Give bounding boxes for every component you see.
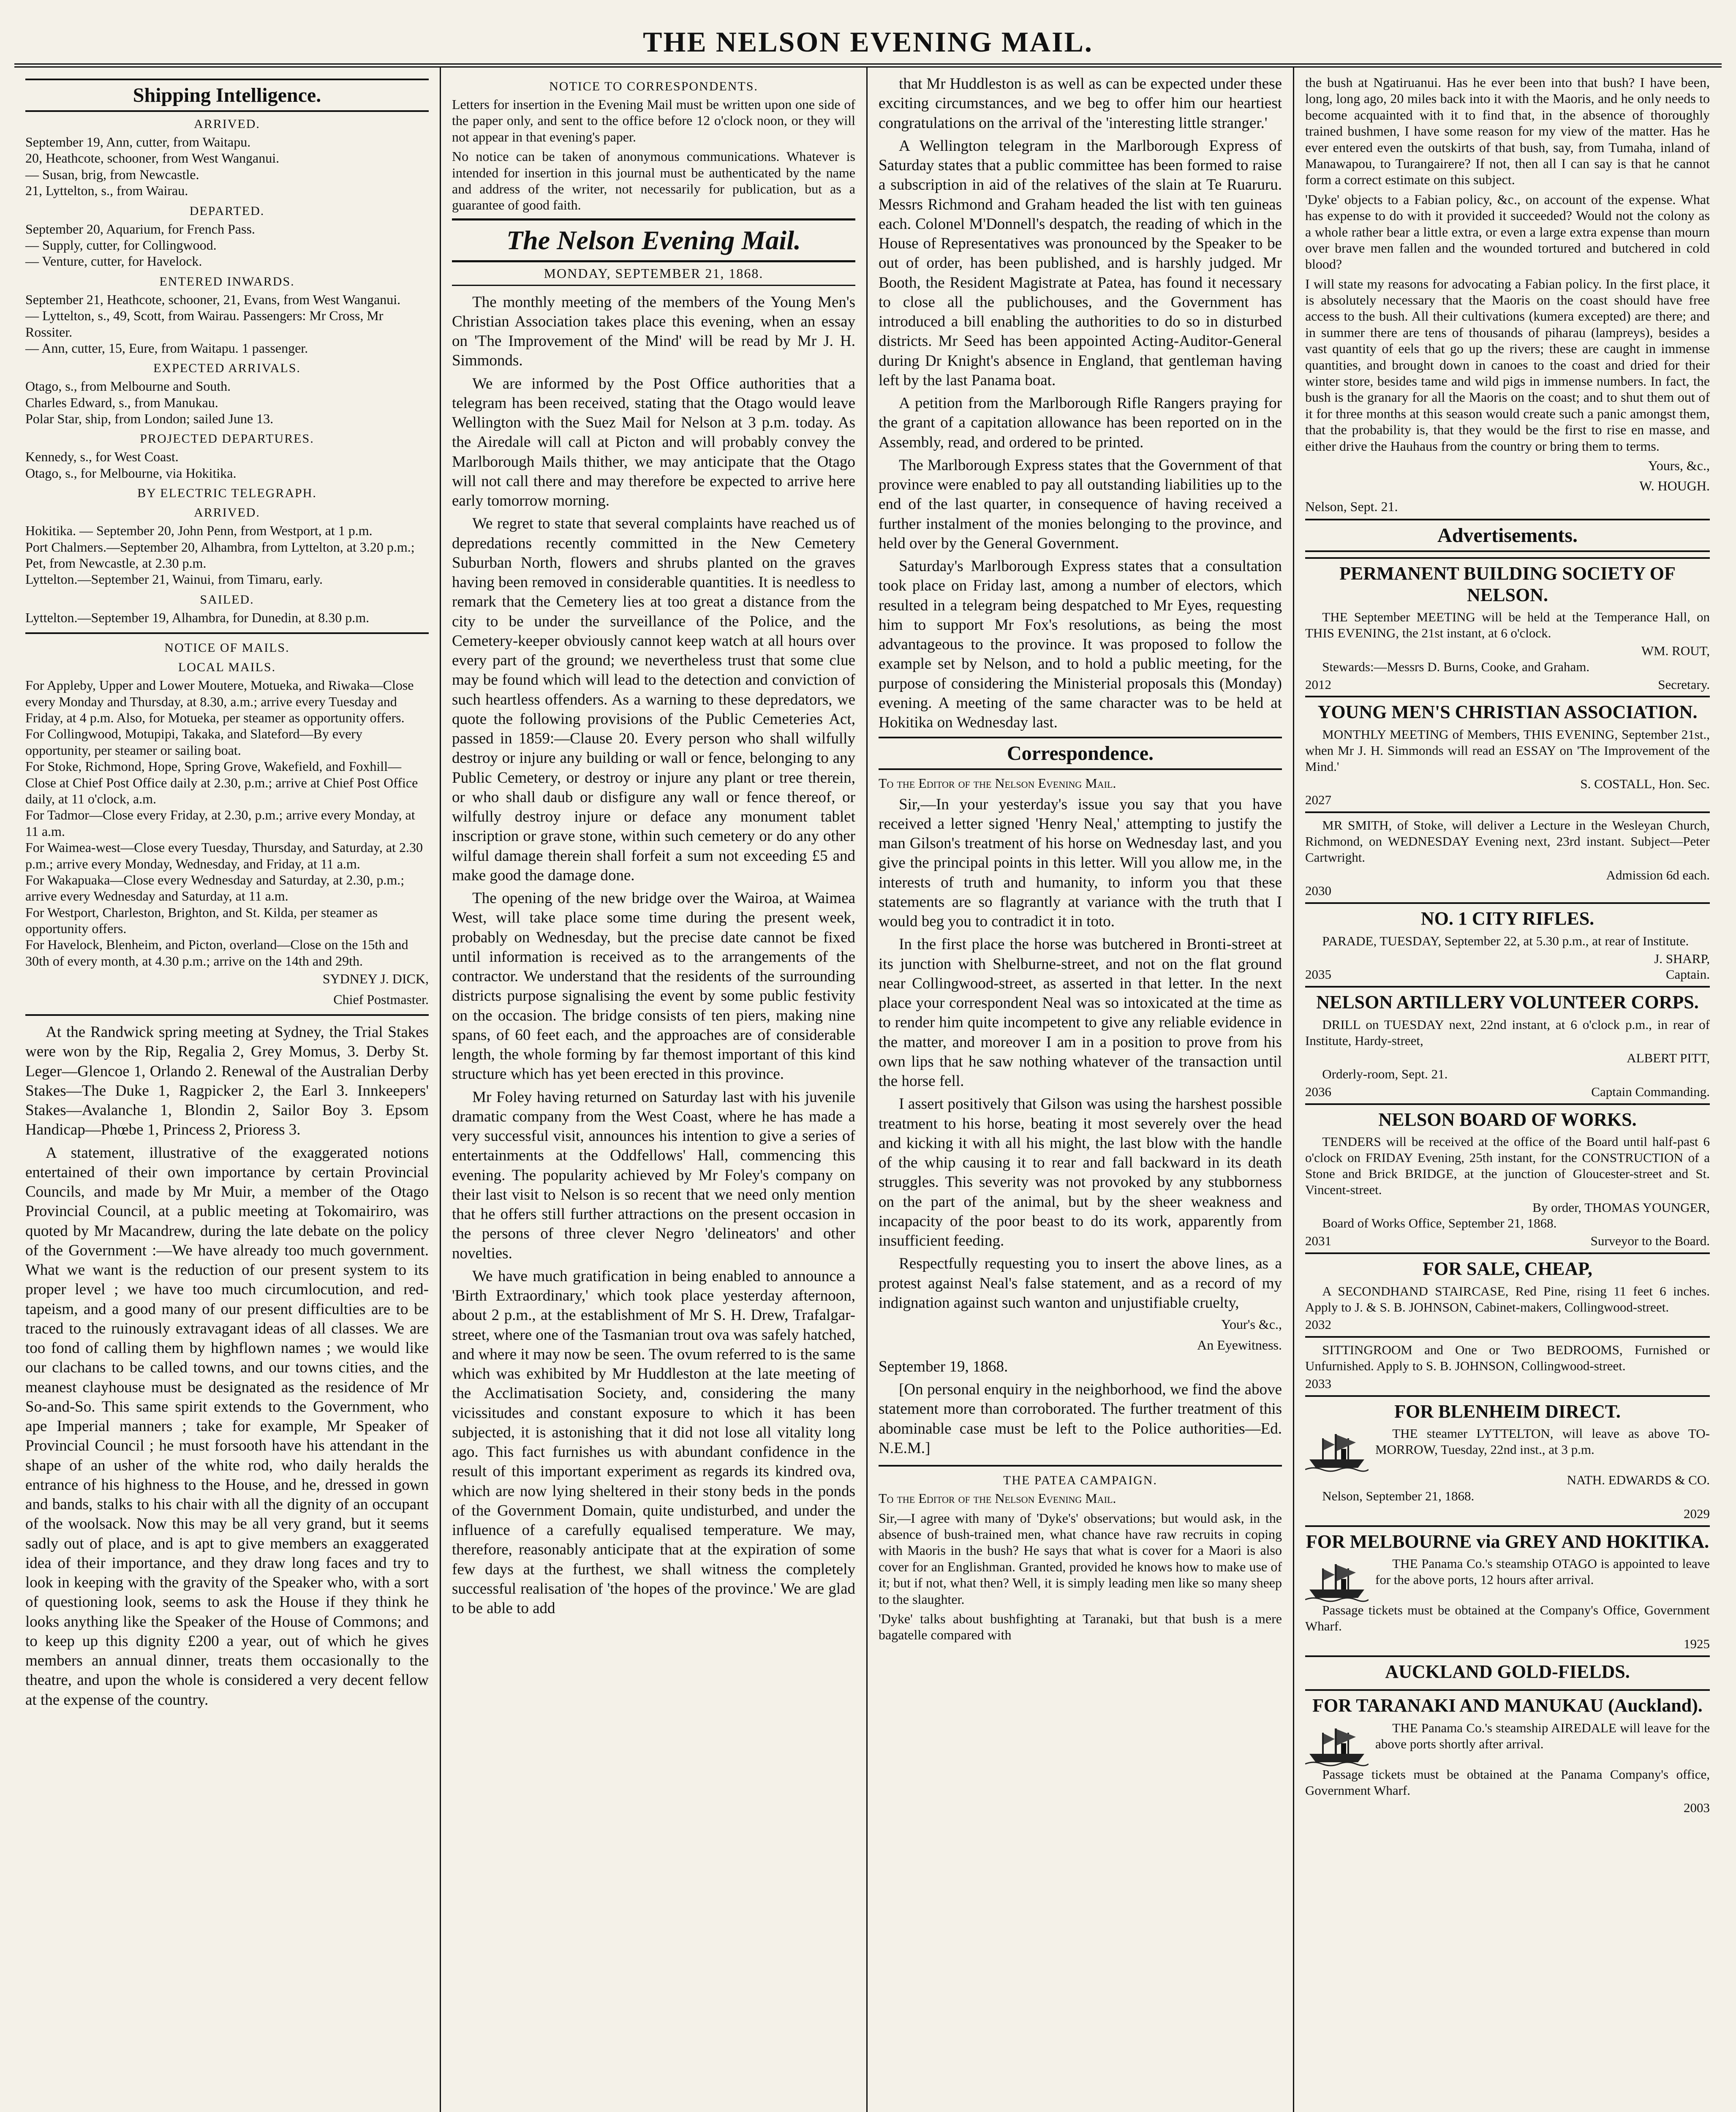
shipping-line: — Ann, cutter, 15, Eure, from Waitapu. 1 passenger. bbox=[25, 340, 308, 356]
arrived-heading: ARRIVED. bbox=[194, 117, 260, 131]
ad-footer bbox=[1305, 1506, 1710, 1522]
article-paragraph: The monthly meeting of the members of the Young Men's Christian Association takes place this evening, when an essay on 'The Improvement of the Mind' will be read by Mr J. H. Simmonds. bbox=[452, 293, 855, 370]
mails-list bbox=[25, 677, 429, 969]
ad-footer bbox=[1305, 1317, 1710, 1333]
ad-number: 2031 bbox=[1305, 1233, 1331, 1249]
shipping-line: September 19, Ann, cutter, from Waitapu. bbox=[25, 134, 251, 150]
advertisement bbox=[1305, 696, 1710, 811]
mails-signature bbox=[25, 971, 429, 1007]
signature-line: Chief Postmaster. bbox=[333, 991, 429, 1007]
ad-footer bbox=[1305, 792, 1710, 808]
ad-title: AUCKLAND GOLD-FIELDS. bbox=[1385, 1661, 1630, 1682]
patea-heading: THE PATEA CAMPAIGN. bbox=[1003, 1473, 1157, 1488]
ad-footer bbox=[1305, 677, 1710, 693]
letter-paragraph: the bush at Ngatiruanui. Has he ever been into that bush? I have been, long, long ago, 20 miles back into it with the Maoris, and he only needs to become acquainted with it to find that, in the absence of thoroughly trained bushmen, I have some reason for my view of the matter. Has he ever entered even the outskirts of that bush, say, from Tumaha, inland of Manawapou, to Turangairere? If not, then all I can say is that he cannot form a correct estimate on this subject. bbox=[1305, 75, 1710, 188]
divider bbox=[25, 1014, 429, 1016]
steamship-icon bbox=[1305, 1426, 1369, 1472]
ad-title: FOR MELBOURNE via GREY AND HOKITIKA. bbox=[1306, 1531, 1709, 1552]
letter-signature bbox=[879, 1316, 1282, 1353]
departed-list bbox=[25, 221, 429, 269]
article-paragraph: The opening of the new bridge over the Wairoa, at Waimea West, will take place some time during the present week, probably on Wednesday, but the precise date cannot be fixed until information is received as to the arrangements of the contractor. We understand that the residents of the surrounding districts purpose signalising the event by some public festivity on the occasion. The bridge consists of ten piers, making nine spans, of 60 feet each, and the approaches are of considerable length, the whole forming by far themost important of this kind structure which has yet been erected in this province. bbox=[452, 890, 855, 1083]
projected-heading: PROJECTED DEPARTURES. bbox=[140, 432, 314, 446]
divider bbox=[25, 632, 429, 634]
article-paragraph: that Mr Huddleston is as well as can be expected under these exciting circumstances, and we beg to offer him our heartiest congratulations on the arrival of the 'interesting little stranger.' bbox=[879, 75, 1282, 132]
ad-body: PARADE, TUESDAY, September 22, at 5.30 p.m., at rear of Institute. bbox=[1322, 933, 1689, 948]
article-paragraph: A statement, illustrative of the exaggerated notions entertained of their own importance by certain Provincial Councils, and made by Mr Muir, a member of the Otago Provincial Council, at a public meeting at Tokomairiro, was quoted by Mr Macandrew, during the late debate on the policy of the Government :—We have already too much government. What we want is the reduction of our present system to its proper level ; we have too much circumlocution, and red-tapeism, and a good many of our present difficulties are to be traced to the ruinously extravagant ideas of all classes. We are too fond of calling them by highflown names ; we would like our clachans to be called towns, and our towns cities, and the meanest clayhouse must be designated as the residence of Mr So-and-So. This same spirit extends to the Government, who ape Imperial manners ; take for example, Mr Speaker of Provincial Council ; he must forsooth have his attendant in the shape of an usher of the white rod, who daily heralds the entrance of his highness to the House, and he, dressed in gown and bands, stalks to his chair with all the dignity of an occupant of the woolsack. Now this may be all very grand, but it seems sadly out of place, and is apt to give members an exaggerated idea of their importance, and they draw long faces and try to look in keeping with the gravity of the Speaker who, with a sort of questioning look, seems to ask the House if they think he looks anything like the Speaker of the House of Commons; and to keep up this dignity £200 a year, out of which he gives members an annual dinner, treats them occasionally to the theatre, and upon the whole is considered a very decent fellow at the expense of the country. bbox=[25, 1144, 429, 1709]
patea-place: Nelson, Sept. 21. bbox=[1305, 498, 1398, 514]
article-paragraph: The Marlborough Express states that the Government of that province were enabled to pay all outstanding liabilities up to the end of the last quarter, in consequence of having received a further instalment of the monies belonging to the province, and held over by the General Government. bbox=[879, 456, 1282, 552]
advertisement bbox=[1305, 1252, 1710, 1336]
shipping-heading: Shipping Intelligence. bbox=[25, 79, 429, 112]
telegraph-arrived-heading: ARRIVED. bbox=[194, 506, 260, 520]
arrived-list bbox=[25, 134, 429, 199]
patea-body bbox=[879, 1510, 1282, 1643]
col3-articles bbox=[879, 74, 1282, 732]
ad-footer bbox=[1305, 1800, 1710, 1816]
ad-number: 2033 bbox=[1305, 1376, 1331, 1391]
notice-list bbox=[452, 96, 855, 213]
notice-heading: NOTICE TO CORRESPONDENTS. bbox=[549, 79, 758, 93]
column-1 bbox=[14, 68, 441, 2112]
to-editor-line: To the Editor of the Nelson Evening Mail. bbox=[879, 776, 1116, 791]
ad-title: YOUNG MEN'S CHRISTIAN ASSOCIATION. bbox=[1317, 702, 1698, 723]
shipping-line: Otago, s., for Melbourne, via Hokitika. bbox=[25, 465, 237, 481]
ad-body: MR SMITH, of Stoke, will deliver a Lecture in the Wesleyan Church, Richmond, on WEDNESDAY Evening next, 23rd instant. Subject—Peter Cartwright. bbox=[1305, 818, 1710, 865]
ad-body: SITTINGROOM and One or Two BEDROOMS, Furnished or Unfurnished. Apply to S. B. JOHNSON, Collingwood-street. bbox=[1305, 1342, 1710, 1373]
ad-signature: NATH. EDWARDS & CO. bbox=[1567, 1472, 1710, 1488]
shipping-line: Lyttelton.—September 21, Wainui, from Timaru, early. bbox=[25, 572, 323, 587]
ad-body: THE Panama Co.'s steamship OTAGO is appointed to leave for the above ports, 12 hours after arrival. bbox=[1375, 1556, 1710, 1587]
shipping-line: September 20, Aquarium, for French Pass. bbox=[25, 221, 255, 237]
ad-number: 2029 bbox=[1684, 1506, 1710, 1521]
ad-extra: Stewards:—Messrs D. Burns, Cooke, and Graham. bbox=[1322, 659, 1590, 674]
ad-title: NO. 1 CITY RIFLES. bbox=[1420, 908, 1595, 929]
patea-signature bbox=[1305, 457, 1710, 494]
sailed-heading: SAILED. bbox=[200, 592, 254, 607]
steamship-icon bbox=[1305, 1720, 1369, 1766]
shipping-line: Otago, s., from Melbourne and South. bbox=[25, 378, 231, 394]
letter-paragraph: I assert positively that Gilson was using the harshest possible treatment to his horse, beating it most severely over the head and kicking it with all his might, the last blow with the handle of the whip causing it to rear and fall backward in its death struggles. This severity was not provoked by any stubborness on the part of the animal, but by the sheer weakness and incapacity of the poor beast to do its work, apparently from insufficient feeding. bbox=[879, 1095, 1282, 1250]
letter-paragraph: 'Dyke' objects to a Fabian policy, &c., on account of the expense. What has expense to do with it provided it succeeded? Would not the colony as a whole rather bear a little extra, or even a large extra expense than mourn over brave men fallen and the wounded tortured and butchered in cold blood? bbox=[1305, 191, 1710, 272]
inwards-list bbox=[25, 291, 429, 357]
ad-signature: S. COSTALL, Hon. Sec. bbox=[1580, 776, 1710, 792]
mail-line: For Wakapuaka—Close every Wednesday and Saturday, at 2.30, p.m.; arrive every Wednesday and Saturday, at 11 a.m. bbox=[25, 872, 405, 904]
letter-paragraph: Sir,—I agree with many of 'Dyke's' observations; but would ask, in the absence of bush-trained men, what chance have raw recruits in coping with Maoris in the bush? He says that what is cover for a Maori is also cover for an Englishman. Granted, provided he knows how to make use of it; but if not, what then? Well, it is simply leading men like so many sheep to the slaughter. bbox=[879, 1510, 1282, 1607]
col2-articles bbox=[452, 293, 855, 1619]
columns bbox=[14, 68, 1722, 2112]
ad-number: 2027 bbox=[1305, 792, 1331, 808]
signature-line: W. HOUGH. bbox=[1639, 478, 1710, 494]
ad-signature: ALBERT PITT, bbox=[1627, 1051, 1710, 1066]
advertisement bbox=[1305, 1103, 1710, 1252]
article-paragraph: We regret to state that several complaints have reached us of depredations recently committed in the New Cemetery Suburban North, flowers and shrubs planted on the graves having been removed in considerable quantities. It is needless to remark that the Cemetery lies at too great a distance from the city to be under the surveillance of the Police, and the Cemetery-keeper obviously cannot keep watch at all hours over every part of the ground; we nevertheless trust that some clue may be found which will lead to the detection and conviction of such heartless offenders. As a warning to these depredators, we quote the following provisions of the Public Cemeteries Act, passed in 1859:—Clause 20. Every person who shall wilfully destroy or injure any building or wall or fence, belonging to any Public Cemetery, or destroy or injure any plant or tree therein, or who shall daub or disfigure any wall or fence thereof, or wilfully destroy injure or deface any monument tablet inscription or grave stone, within such cemetery or do any other wilful damage therein shall forfeit a sum not exceeding £5 and make good the damage done. bbox=[452, 515, 855, 884]
steamship-icon bbox=[1305, 1556, 1369, 1602]
ad-body: MONTHLY MEETING of Members, THIS EVENING, September 21st., when Mr J. H. Simmonds will read an ESSAY on 'The Improvement of the Mind.' bbox=[1305, 727, 1710, 774]
inwards-heading: ENTERED INWARDS. bbox=[159, 274, 295, 288]
column-3 bbox=[868, 68, 1294, 2112]
shipping-advertisement bbox=[1305, 1689, 1710, 1819]
advertisements-heading: Advertisements. bbox=[1305, 519, 1710, 552]
shipping-line: — Venture, cutter, for Havelock. bbox=[25, 253, 202, 269]
letter-body bbox=[879, 795, 1282, 1313]
ad-signature: Admission 6d each. bbox=[1606, 867, 1710, 882]
signature-line: Your's &c., bbox=[1221, 1317, 1282, 1332]
mail-line: For Appleby, Upper and Lower Moutere, Motueka, and Riwaka—Close every Monday and Thursday, at 8.30, a.m.; arrive every Tuesday and Friday, at 4 p.m. Also, for Motueka, per steamer as opportunity offers. bbox=[25, 678, 414, 725]
letter-paragraph: 'Dyke' talks about bushfighting at Taranaki, but that bush is a mere bagatelle compared with bbox=[879, 1611, 1282, 1643]
ad-extra: Nelson, September 21, 1868. bbox=[1322, 1488, 1475, 1503]
shipping-line: Charles Edward, s., from Manukau. bbox=[25, 395, 218, 410]
masthead bbox=[14, 8, 1722, 68]
ad-title: FOR SALE, CHEAP, bbox=[1423, 1258, 1592, 1279]
expected-list bbox=[25, 378, 429, 427]
ad-footer bbox=[1305, 1376, 1710, 1392]
ad-footer bbox=[1305, 966, 1710, 983]
patea-continued bbox=[1305, 74, 1710, 454]
notice-paragraph: No notice can be taken of anonymous communications. Whatever is intended for insertion in this journal must be authenticated by the name and address of the writer, not necessarily for publication, but as a guarantee of good faith. bbox=[452, 149, 855, 213]
patea-to-editor: To the Editor of the Nelson Evening Mail. bbox=[879, 1491, 1116, 1506]
local-mails-heading: LOCAL MAILS. bbox=[178, 660, 276, 675]
ad-number: 2036 bbox=[1305, 1084, 1331, 1099]
column-2 bbox=[441, 68, 868, 2112]
masthead-title: THE NELSON EVENING MAIL. bbox=[643, 26, 1093, 58]
ad-body: THE Panama Co.'s steamship AIREDALE will leave for the above ports shortly after arrival. bbox=[1375, 1720, 1710, 1751]
column-4 bbox=[1294, 68, 1721, 2112]
article-paragraph: Mr Foley having returned on Saturday last with his juvenile dramatic company from the West Coast, where he has made a very successful visit, announces his intention to give a series of entertainments at the Oddfellows' Hall, commencing this evening. The popularity achieved by Mr Foley's company on their last visit to Nelson is so recent that we need only mention that he offers still further attractions on the present occasion in the persons of three clever Negro 'delineators' and other novelties. bbox=[452, 1088, 855, 1262]
advertisement bbox=[1305, 986, 1710, 1103]
ad-signature-2: Captain. bbox=[1665, 967, 1710, 982]
shipping-advertisements bbox=[1305, 1395, 1710, 1820]
ad-number: 2030 bbox=[1305, 883, 1331, 898]
telegraph-arrived-list bbox=[25, 523, 429, 588]
article-paragraph: We have much gratification in being enabled to announce a 'Birth Extraordinary,' which took place yesterday afternoon, about 2 p.m., at the establishment of Mr S. H. Drew, Trafalgar-street, where one of the Tasmanian trout ova was safely hatched, and where it may now be seen. The ovum referred to is the same which was exhibited by Mr Huddleston at the late meeting of the Acclimatisation Society, and, considering the many vicissitudes and constant exposure to which it has been subjected, it is astonishing that it did not lose all vitality long ago. This fact furnishes us with abundant confidence in the result of this important experiment as regards its kindred ova, which are now lying sheltered in their stony beds in the ponds of the Government Domain, quite undisturbed, and under the influence of a carefully equalised temperature. We may, therefore, reasonably anticipate that at the expiration of some few days at the furthest, we shall witness the completely successful realisation of 'the hopes of the province.' We are glad to be able to add bbox=[452, 1267, 855, 1617]
ad-signature: By order, THOMAS YOUNGER, bbox=[1532, 1200, 1710, 1215]
expected-heading: EXPECTED ARRIVALS. bbox=[153, 361, 301, 376]
shipping-line: September 21, Heathcote, schooner, 21, Evans, from West Wanganui. bbox=[25, 291, 401, 307]
advertisement bbox=[1305, 811, 1710, 902]
mail-line: For Stoke, Richmond, Hope, Spring Grove, Wakefield, and Foxhill—Close at Chief Post Office daily at 2.30, p.m.; arrive at Chief Post Office daily, at 11 o'clock, a.m. bbox=[25, 759, 418, 806]
ship-notice bbox=[1305, 1556, 1710, 1602]
ad-signature-2: Captain Commanding. bbox=[1591, 1084, 1710, 1099]
letter-date: September 19, 1868. bbox=[879, 1358, 1008, 1375]
editor-note: [On personal enquiry in the neighborhood, we find the above statement more than corroborated. The further treatment of this abominable case must be left to the Police authorities—Ed. N.E.M.] bbox=[879, 1381, 1282, 1457]
shipping-line: Polar Star, ship, from London; sailed June 13. bbox=[25, 411, 274, 427]
shipping-line: Port Chalmers.—September 20, Alhambra, from Lyttelton, at 3.20 p.m.; Pet, from Newcastle, at 2.30 p.m. bbox=[25, 539, 415, 571]
signature-line: SYDNEY J. DICK, bbox=[322, 971, 429, 987]
ad-body: THE steamer LYTTELTON, will leave as above TO-MORROW, Tuesday, 22nd inst., at 3 p.m. bbox=[1375, 1426, 1710, 1457]
advertisement bbox=[1305, 557, 1710, 696]
ship-notice bbox=[1305, 1720, 1710, 1766]
ad-signature-2: Secretary. bbox=[1658, 677, 1710, 692]
shipping-line: Hokitika. — September 20, John Penn, from Westport, at 1 p.m. bbox=[25, 523, 373, 539]
telegraph-heading: BY ELECTRIC TELEGRAPH. bbox=[137, 486, 317, 501]
projected-list bbox=[25, 449, 429, 481]
ad-title: FOR TARANAKI AND MANUKAU (Auckland). bbox=[1312, 1695, 1703, 1716]
article-paragraph: A Wellington telegram in the Marlborough Express of Saturday states that a public committee has been formed to raise a subscription in aid of the relatives of the slain at Te Ruaruru. Messrs Richmond and Graham headed the list with ten guineas each. Colonel M'Donnell's despatch, the reading of which in the House of Representatives was pronounced by the Speaker to be out of order, has been published, and is harshly judged. Mr Booth, the Resident Magistrate at Patea, has found it necessary to close all the publichouses, and the Government has introduced a bill enabling the authorities to do so in disturbed districts. Mr Seed has been appointed Acting-Auditor-General during Dr Knight's absence in England, that gentleman having left by the last Panama boat. bbox=[879, 137, 1282, 389]
ad-number: 2032 bbox=[1305, 1317, 1331, 1332]
ad-body: TENDERS will be received at the office of the Board until half-past 6 o'clock on FRIDAY Evening, 25th instant, for the CONSTRUCTION of a Stone and Brick BRIDGE, at the junction of Gloucester-street and St. Vincent-street. bbox=[1305, 1134, 1710, 1197]
shipping-line: — Lyttelton, s., 49, Scott, from Wairau. Passengers: Mr Cross, Mr Rossiter. bbox=[25, 308, 384, 340]
shipping-line: Lyttelton.—September 19, Alhambra, for Dunedin, at 8.30 p.m. bbox=[25, 610, 370, 625]
letter-paragraph: Sir,—In your yesterday's issue you say that you have received a letter signed 'Henry Neal,' attempting to justify the man Gilson's treatment of his horse on Wednesday last, and you give the principal points in this letter. Will you allow me, in the interests of truth and humanity, to inform you that these statements are so flagrantly at variance with the truth that I would beg you to contradict it in toto. bbox=[879, 795, 1282, 931]
ad-extra: Orderly-room, Sept. 21. bbox=[1322, 1067, 1448, 1082]
paper-title: The Nelson Evening Mail. bbox=[452, 218, 855, 262]
letter-paragraph: Respectfully requesting you to insert the above lines, as a protest against Neal's false statement, and as a record of my indignation against such wanton and unjustifiable cruelty, bbox=[879, 1255, 1282, 1312]
shipping-line: — Supply, cutter, for Collingwood. bbox=[25, 237, 217, 253]
signature-line: An Eyewitness. bbox=[1197, 1337, 1282, 1353]
ad-extra: Passage tickets must be obtained at the Company's Office, Government Wharf. bbox=[1305, 1603, 1710, 1633]
issue-date: MONDAY, SEPTEMBER 21, 1868. bbox=[452, 266, 855, 286]
article-paragraph: At the Randwick spring meeting at Sydney, the Trial Stakes were won by the Rip, Regalia 2, Grey Momus, 3. Derby St. Leger—Glencoe 1, Orlando 2. Renewal of the Australian Derby Stakes—The Duke 1, Ragpicker 2, the Earl 3. Innkeepers' Stakes—Avalanche 1, Blondin 2, Sailor Boy 3. Epsom Handicap—Phœbe 1, Princess 2, Prioress 3. bbox=[25, 1023, 429, 1139]
ad-signature-2: Surveyor to the Board. bbox=[1590, 1233, 1710, 1249]
correspondence-heading: Correspondence. bbox=[879, 737, 1282, 770]
shipping-line: 21, Lyttelton, s., from Wairau. bbox=[25, 183, 188, 199]
shipping-line: Kennedy, s., for West Coast. bbox=[25, 449, 179, 465]
mail-line: For Tadmor—Close every Friday, at 2.30, p.m.; arrive every Monday, at 11 a.m. bbox=[25, 807, 415, 839]
shipping-advertisement bbox=[1305, 1655, 1710, 1690]
letter-paragraph: I will state my reasons for advocating a Fabian policy. In the first place, it is absolutely necessary that the Maoris on the coast should have free access to the bush. All their cultivations (kumera excepted) are there; and in summer there are tens of thousands of piharau (lampreys), besides a vast quantity of eels that go up the rivers; these are caught in immense quantities, and brought down in canoes to the coast and dried for their winter store, besides tame and wild pigs in immense numbers. In fact, the bush is the granary for all the Maoris on the coast; and to shut them out of it for three months at this season would create such a panic amongst them, that the probability is, that they would be the first to rise en masse, and either drive the Hauhaus from the country or bring them to terms. bbox=[1305, 276, 1710, 454]
ship-notice bbox=[1305, 1426, 1710, 1472]
mails-heading: NOTICE OF MAILS. bbox=[164, 641, 290, 655]
ad-footer bbox=[1305, 1636, 1710, 1652]
col1-articles bbox=[25, 1023, 429, 1710]
ad-number: 2012 bbox=[1305, 677, 1331, 692]
ad-extra: Board of Works Office, September 21, 1868. bbox=[1322, 1216, 1557, 1231]
ad-footer bbox=[1305, 1233, 1710, 1249]
ad-body: DRILL on TUESDAY next, 22nd instant, at 6 o'clock p.m., in rear of Institute, Hardy-street, bbox=[1305, 1017, 1710, 1048]
ad-title: NELSON BOARD OF WORKS. bbox=[1378, 1109, 1637, 1130]
sailed-list bbox=[25, 610, 429, 626]
notice-paragraph: Letters for insertion in the Evening Mail must be written upon one side of the paper only, and sent to the office before 12 o'clock noon, or they will not appear in that evening's paper. bbox=[452, 97, 855, 144]
ad-footer bbox=[1305, 1084, 1710, 1100]
divider bbox=[879, 1465, 1282, 1467]
ad-footer bbox=[1305, 883, 1710, 899]
departed-heading: DEPARTED. bbox=[189, 204, 265, 218]
advertisement bbox=[1305, 1336, 1710, 1395]
shipping-line: 20, Heathcote, schooner, from West Wanganui. bbox=[25, 150, 280, 166]
mail-line: For Collingwood, Motupipi, Takaka, and Slateford—By every opportunity, per steamer or sailing boat. bbox=[25, 726, 362, 758]
ad-signature: WM. ROUT, bbox=[1641, 643, 1710, 658]
ad-body: A SECONDHAND STAIRCASE, Red Pine, rising 11 feet 6 inches. Apply to J. & S. B. JOHNSON, Cabinet-makers, Collingwood-street. bbox=[1305, 1283, 1710, 1315]
ad-signature: J. SHARP, bbox=[1654, 951, 1710, 966]
letter-paragraph: In the first place the horse was butchered in Bronti-street at its junction with Shelburne-street, and not on the flat ground near Collingwood-street, as asserted in that letter. In the next place your correspondent Neal was so intoxicated at the time as to render him quite incompetent to give any reliable evidence in the matter, and moreover I am in a position to prove from his own lips that he saw nothing whatever of the transaction until the horse fell. bbox=[879, 936, 1282, 1090]
article-paragraph: A petition from the Marlborough Rifle Rangers praying for the grant of a capitation allowance has been reported on in the Assembly, read, and ordered to be printed. bbox=[879, 395, 1282, 451]
ad-title: PERMANENT BUILDING SOCIETY OF NELSON. bbox=[1339, 563, 1676, 605]
ad-number: 2035 bbox=[1305, 967, 1331, 982]
signature-line: Yours, &c., bbox=[1648, 457, 1710, 473]
ad-title: FOR BLENHEIM DIRECT. bbox=[1394, 1401, 1621, 1422]
shipping-advertisement bbox=[1305, 1395, 1710, 1525]
shipping-line: — Susan, brig, from Newcastle. bbox=[25, 166, 199, 182]
ad-number: 1925 bbox=[1684, 1636, 1710, 1651]
mail-line: For Waimea-west—Close every Tuesday, Thursday, and Saturday, at 2.30 p.m.; arrive every Monday, Wednesday, and Friday, at 11 a.m. bbox=[25, 840, 423, 871]
article-paragraph: We are informed by the Post Office authorities that a telegram has been received, stating that the Otago would leave Wellington with the Suez Mail for Nelson at 3 p.m. today. As the Airedale will call at Picton and will probably convey the Marlborough Mails thither, we may anticipate that the Otago will not call there and may therefore be expected to arrive here early tomorrow morning. bbox=[452, 375, 855, 510]
mail-line: For Havelock, Blenheim, and Picton, overland—Close on the 15th and 30th of every month, at 4.30 p.m.; arrive on the 14th and 29th. bbox=[25, 937, 408, 969]
ad-title: NELSON ARTILLERY VOLUNTEER CORPS. bbox=[1316, 992, 1699, 1013]
article-paragraph: Saturday's Marlborough Express states that a consultation took place on Friday last, among a number of electors, which resulted in a telegram being despatched to Mr Eyes, requesting him to support Mr Fox's resolutions, as being the most advantageous to the province. It was proposed to follow the example set by Nelson, and to hold a public meeting, for the purpose of considering the Ministerial proposals this (Monday) evening. A meeting of the same character was to be held at Hokitika on Wednesday last. bbox=[879, 558, 1282, 731]
ad-extra: Passage tickets must be obtained at the Panama Company's office, Government Wharf. bbox=[1305, 1766, 1710, 1798]
advertisement bbox=[1305, 902, 1710, 986]
ad-body: THE September MEETING will be held at the Temperance Hall, on THIS EVENING, the 21st instant, at 6 o'clock. bbox=[1305, 610, 1710, 641]
ad-number: 2003 bbox=[1684, 1800, 1710, 1815]
advertisements bbox=[1305, 557, 1710, 1395]
shipping-advertisement bbox=[1305, 1525, 1710, 1655]
mail-line: For Westport, Charleston, Brighton, and St. Kilda, per steamer as opportunity offers. bbox=[25, 904, 378, 936]
